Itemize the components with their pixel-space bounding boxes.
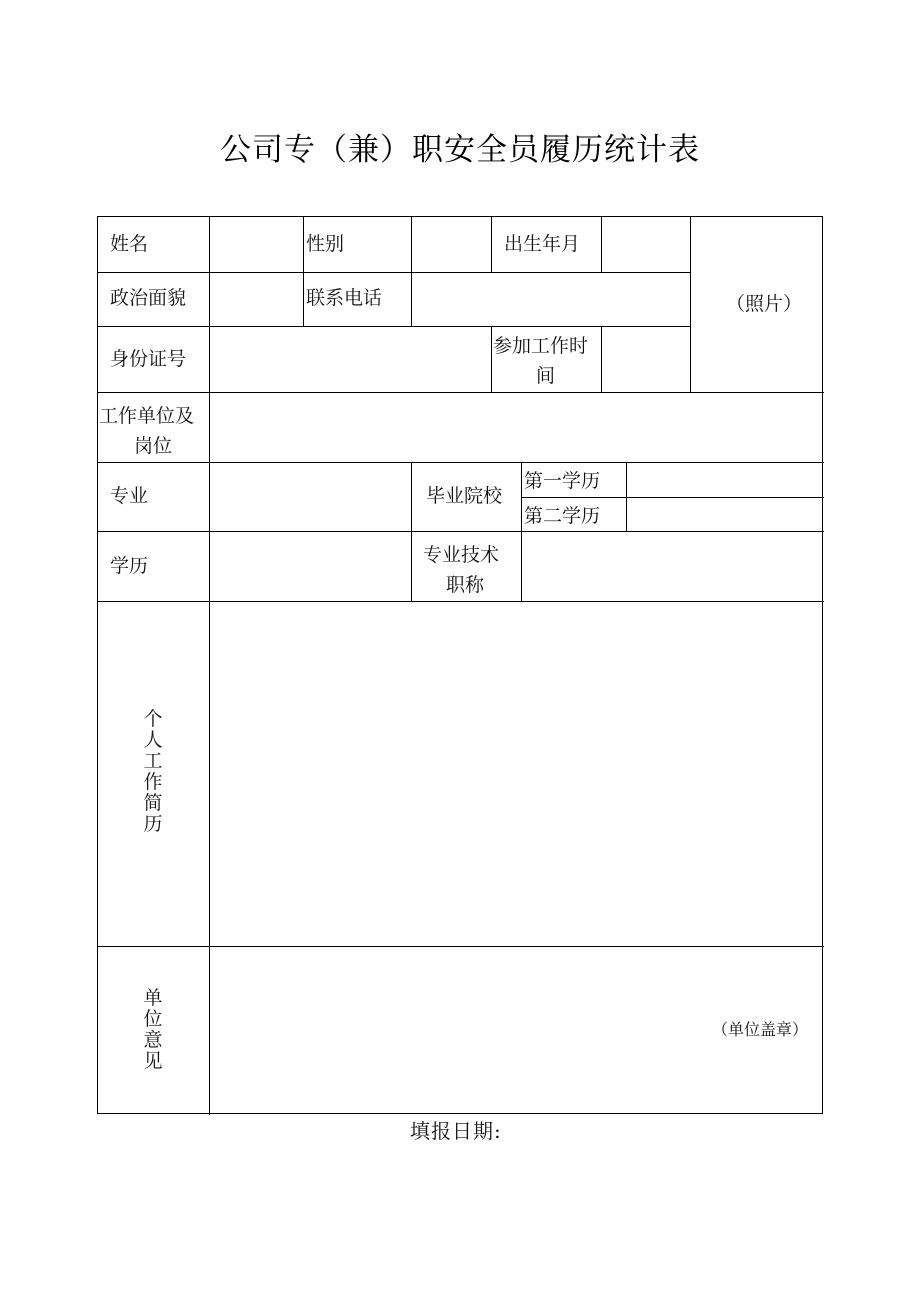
label-tech-title-line2: 职称 [446,574,485,596]
tech-title-field[interactable] [522,532,824,601]
column-divider [690,217,691,392]
label-gender: 性别 [306,233,345,255]
gender-field[interactable] [412,218,491,272]
label-political-status: 政治面貌 [110,287,187,309]
column-divider [411,462,412,601]
column-divider [491,217,492,272]
label-first-degree: 第一学历 [524,470,601,492]
resume-field[interactable] [210,602,824,946]
first-degree-field[interactable] [627,463,824,497]
label-graduate-school: 毕业院校 [426,485,503,507]
phone-field[interactable] [412,273,690,326]
label-birth-date: 出生年月 [504,233,581,255]
birth-date-field[interactable] [602,218,690,272]
label-unit-opinion: 单位意见 [143,987,163,1072]
label-phone: 联系电话 [306,287,383,309]
photo-placeholder: （照片） [726,293,803,315]
label-resume: 个人工作简历 [143,708,163,835]
resume-form-table [97,216,823,1114]
id-number-field[interactable] [210,327,491,392]
label-name: 姓名 [110,233,149,255]
label-work-start-line2: 间 [536,365,556,387]
work-unit-field[interactable] [210,393,824,462]
fill-date-label: 填报日期: [410,1119,502,1143]
education-field[interactable] [210,532,411,601]
label-education: 学历 [110,555,149,577]
label-id-number: 身份证号 [110,348,187,370]
work-start-field[interactable] [602,327,690,392]
second-degree-field[interactable] [627,498,824,531]
name-field[interactable] [210,218,303,272]
column-divider [491,326,492,392]
political-status-field[interactable] [210,273,303,326]
form-title: 公司专（兼）职安全员履历统计表 [220,132,700,168]
label-work-unit-line1: 工作单位及 [99,405,195,427]
label-tech-title-line1: 专业技术 [423,544,500,566]
label-second-degree: 第二学历 [524,505,601,527]
unit-seal-note: （单位盖章） [712,1020,809,1039]
column-divider [303,217,304,326]
label-work-start-line1: 参加工作时 [493,335,589,357]
major-field[interactable] [210,463,411,531]
label-work-unit-line2: 岗位 [134,435,173,457]
label-major: 专业 [110,485,149,507]
